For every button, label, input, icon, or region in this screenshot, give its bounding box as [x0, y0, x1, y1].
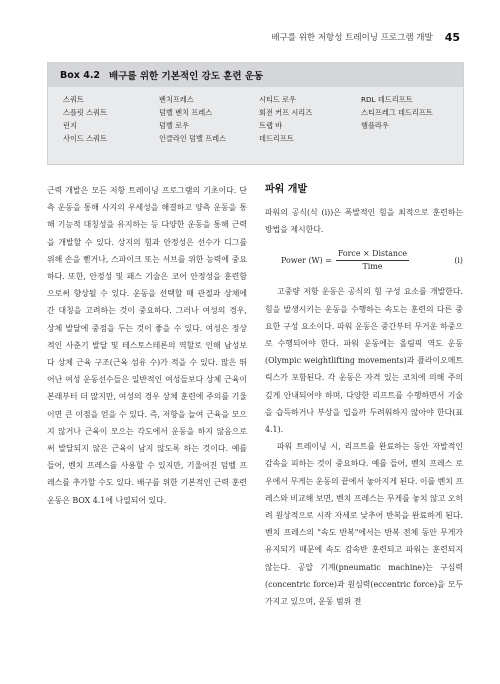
exercise-box [47, 62, 464, 165]
section-heading: 파워 개발 [265, 184, 308, 195]
page-header [40, 28, 460, 46]
right-column [265, 182, 463, 610]
exercise-item: 스플릿 스쿼트 [63, 108, 107, 117]
exercise-item: 트랩 바 [259, 121, 283, 130]
formula-fraction [336, 248, 409, 273]
body-paragraph: 고중량 저항 운동은 공식의 힘 구성 요소를 개발한다. 힘을 발생시키는 운동을 수행하는 속도는 훈련의 다른 중요한 구성 요소이다. 파워 운동은 중간부터 무거운 하중으로 수행되어야 한다. 파워 운동에는 올림픽 역도 운동(Olympic weightlifting movements)과 플라이오메트릭스가 포함된다. 각 운동은 자격 있는 코치에 의해 주의 깊게 안내되어야 하며, 다양한 리프트를 수행하면서 기술을 습득하거나 부상을 입을까 두려워하지 않아야 한다(표 4.1). [265, 287, 463, 435]
power-formula [281, 248, 463, 273]
box-title-bar [48, 63, 463, 87]
exercise-item [361, 134, 465, 144]
exercise-item: 런지 [63, 121, 77, 130]
formula-numerator: Force × Distance [336, 248, 409, 261]
box-label: Box 4.2 [60, 69, 101, 81]
running-title: 배구를 위한 저항성 트레이닝 프로그램 개발 [271, 33, 433, 43]
exercise-grid [48, 87, 463, 144]
exercise-item: 덤벨 벤치 프레스 [159, 108, 213, 117]
exercise-item: 데드리프트 [259, 134, 294, 143]
exercise-item: 덤벨 로우 [159, 121, 190, 130]
exercise-item: 회전 커프 시리즈 [259, 108, 313, 117]
exercise-item: RDL 데드리프트 [361, 95, 413, 104]
exercise-item: 시티드 로우 [259, 95, 297, 104]
formula-denominator: Time [362, 262, 383, 272]
exercise-item: 햄플라우 [361, 121, 389, 130]
body-paragraph: 근력 개발은 모든 저항 트레이닝 프로그램의 기초이다. 단측 운동을 통해 사지의 우세성을 해결하고 양측 운동을 통해 기능적 대칭성을 유지하는 등 다양한 운동을 통해 근력을 개발할 수 있다. 상지의 힘과 안정성은 선수가 디그를 위해 손을 뻗거나, 스파이크 또는 서브를 위한 능력에 중요하다. 또한, 안정성 및 패스 기술은 코어 안정성을 훈련함으로써 향상될 수 있다. 운동을 선택할 때 관절과 상체에 간 대칭을 고려하는 것이 중요하다. 그러나 여성의 경우, 상체 발달에 중점을 두는 것이 좋을 수 있다. 여성은 정상적인 사춘기 발달 및 테스토스테론의 역할로 인해 남성보다 상체 근육 구조(근육 섬유 수)가 적을 수 있다. 많은 뛰어난 여성 운동선수들은 일반적인 여성들보다 상체 근육이 본래부터 더 많지만, 여성의 경우 상체 훈련에 주의를 기울이면 큰 이점을 얻을 수 있다. 즉, 저항을 늘여 근육을 모으지 않거나 근육이 모으는 각도에서 운동을 하지 않음으로써 발달되지 않은 근육이 남지 않도록 하는 것이다. 예를 들어, 벤치 프레스를 사용할 수 있지만, 기울어진 덤벨 프레스를 추가할 수도 있다. 배구를 위한 기본적인 근력 훈련 운동은 BOX 4.1에 나열되어 있다. [47, 186, 247, 505]
exercise-item: 인클라인 덤벨 프레스 [159, 134, 227, 143]
body-paragraph: 파워 트레이닝 시, 리프트를 완료하는 동안 자발적인 감속을 피하는 것이 중요하다. 예를 들어, 벤치 프레스 로우에서 무게는 운동의 끝에서 놓아지게 된다. 이를 벤치 프레스와 비교해 보면, 벤치 프레스는 무게를 놓치 않고 오히려 원상적으로 시작 자세로 낮추어 반복을 완료하게 된다. 벤치 프레스의 "속도 반복"에서는 반복 전체 동안 무게가 유지되기 때문에 속도 감속반 훈련되고 파워는 훈련되지 않는다. 공압 기계(pneumatic machine)는 구심력(concentric force)과 원심력(eccentric force)을 모두 가지고 있으며, 운동 범위 전 [265, 442, 463, 607]
exercise-item: 벤치프레스 [159, 95, 194, 104]
equation-number: (i) [454, 255, 463, 265]
left-column [47, 182, 247, 509]
intro-paragraph: 파워의 공식(식 (i))은 폭발적인 힘을 최적으로 훈련하는 방법을 제시한다. [265, 208, 463, 235]
exercise-item: 스쿼트 [63, 95, 84, 104]
exercise-item: 스티프레그 데드리프트 [361, 108, 433, 117]
page-number: 45 [444, 30, 460, 44]
formula-lhs: Power (W) = [281, 255, 332, 265]
exercise-item: 사이드 스쿼트 [63, 134, 107, 143]
box-title: 배구를 위한 기본적인 강도 훈련 운동 [109, 71, 264, 82]
